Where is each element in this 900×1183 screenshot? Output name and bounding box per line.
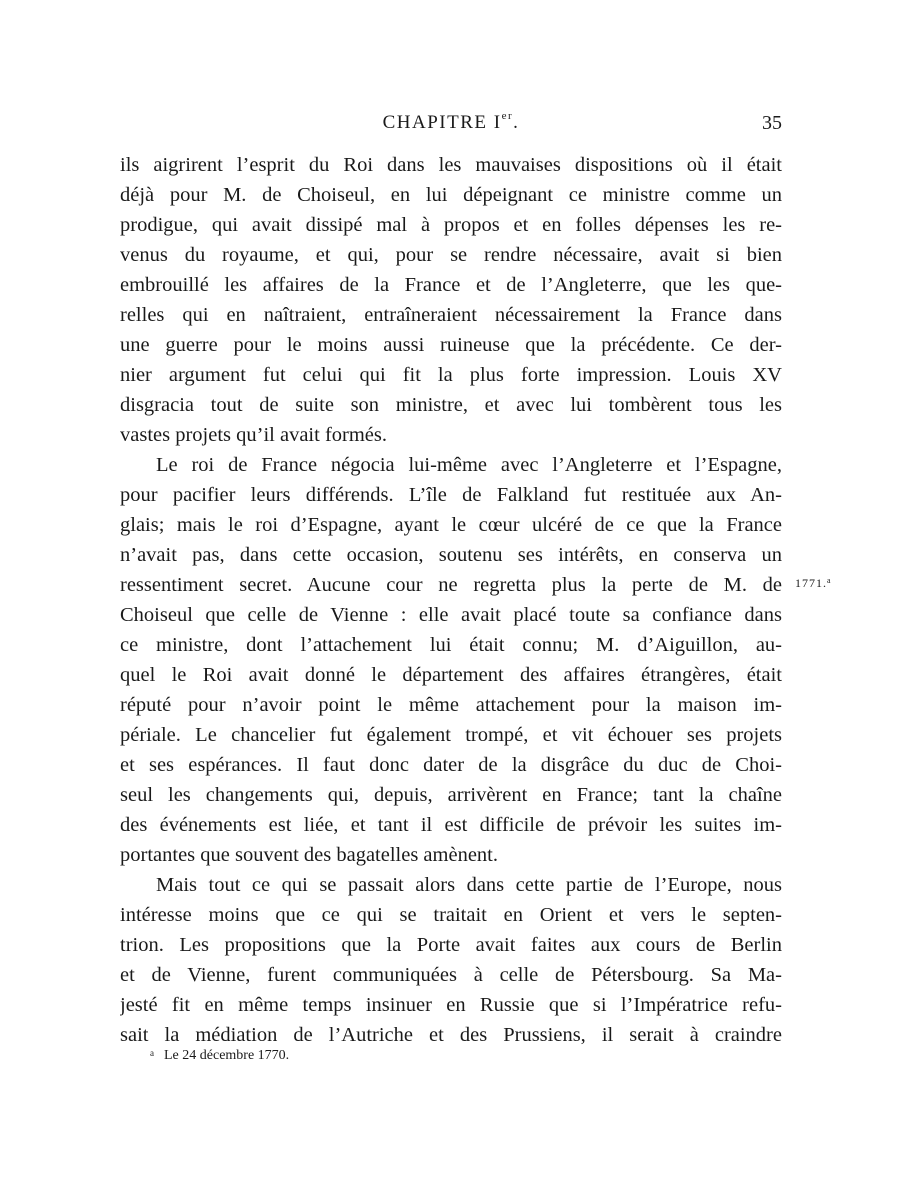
text-line: ce ministre, dont l’attachement lui était connu; M. d’Aiguillon, au- [120, 634, 782, 656]
text-line: réputé pour n’avoir point le même attachement pour la maison im- [120, 694, 782, 716]
chapter-title-superscript: er [501, 110, 514, 122]
text-line: ressentiment secret. Aucune cour ne regretta plus la perte de M. de [120, 574, 782, 596]
text-line: Mais tout ce qui se passait alors dans cette partie de l’Europe, nous [156, 874, 782, 896]
footnote [150, 1048, 289, 1064]
text-line: ils aigrirent l’esprit du Roi dans les mauvaises dispositions où il était [120, 154, 782, 176]
text-line: une guerre pour le moins aussi ruineuse que la précédente. Ce der- [120, 334, 782, 356]
text-line: Choiseul que celle de Vienne : elle avait placé toute sa confiance dans [120, 604, 782, 626]
text-line: déjà pour M. de Choiseul, en lui dépeignant ce ministre comme un [120, 184, 782, 206]
text-line: seul les changements qui, depuis, arrivèrent en France; tant la chaîne [120, 784, 782, 806]
text-line: n’avait pas, dans cette occasion, soutenu ses intérêts, en conserva un [120, 544, 782, 566]
chapter-title-period: . [513, 112, 520, 133]
text-line: des événements est liée, et tant il est difficile de prévoir les suites im- [120, 814, 782, 836]
text-line: intéresse moins que ce qui se traitait en Orient et vers le septen- [120, 904, 782, 926]
text-line: prodigue, qui avait dissipé mal à propos et en folles dépenses les re- [120, 214, 782, 236]
margin-note-year [795, 576, 832, 591]
text-line: périale. Le chancelier fut également trompé, et vit échouer ses projets [120, 724, 782, 746]
running-head [120, 112, 782, 142]
chapter-title [120, 112, 782, 134]
margin-note-year-text: 1771. [795, 576, 827, 590]
text-line: venus du royaume, et qui, pour se rendre nécessaire, avait si bien [120, 244, 782, 266]
page-number: 35 [762, 112, 782, 134]
text-line: jesté fit en même temps insinuer en Russie que si l’Impératrice refu- [120, 994, 782, 1016]
text-line: glais; mais le roi d’Espagne, ayant le cœur ulcéré de ce que la France [120, 514, 782, 536]
text-line: quel le Roi avait donné le département des affaires étrangères, était [120, 664, 782, 686]
text-line: trion. Les propositions que la Porte avait faites aux cours de Berlin [120, 934, 782, 956]
text-line: Le roi de France négocia lui-même avec l’Angleterre et l’Espagne, [156, 454, 782, 476]
text-line: relles qui en naîtraient, entraîneraient nécessairement la France dans [120, 304, 782, 326]
text-line: nier argument fut celui qui fit la plus forte impression. Louis XV [120, 364, 782, 386]
text-line: disgracia tout de suite son ministre, et avec lui tombèrent tous les [120, 394, 782, 416]
footnote-mark: a [150, 1048, 154, 1058]
text-line: et de Vienne, furent communiquées à celle de Pétersbourg. Sa Ma- [120, 964, 782, 986]
text-line: vastes projets qu’il avait formés. [120, 424, 388, 446]
text-line: pour pacifier leurs différends. L’île de Falkland fut restituée aux An- [120, 484, 782, 506]
text-line: embrouillé les affaires de la France et de l’Angleterre, que les que- [120, 274, 782, 296]
text-line: et ses espérances. Il faut donc dater de la disgrâce du duc de Choi- [120, 754, 782, 776]
footnote-text: Le 24 décembre 1770. [164, 1048, 290, 1063]
body-text [120, 150, 782, 1050]
text-line: sait la médiation de l’Autriche et des Prussiens, il serait à craindre [120, 1024, 782, 1046]
text-line: portantes que souvent des bagatelles amènent. [120, 844, 498, 866]
chapter-title-text: CHAPITRE I [382, 112, 502, 133]
margin-note-mark: a [827, 576, 832, 585]
